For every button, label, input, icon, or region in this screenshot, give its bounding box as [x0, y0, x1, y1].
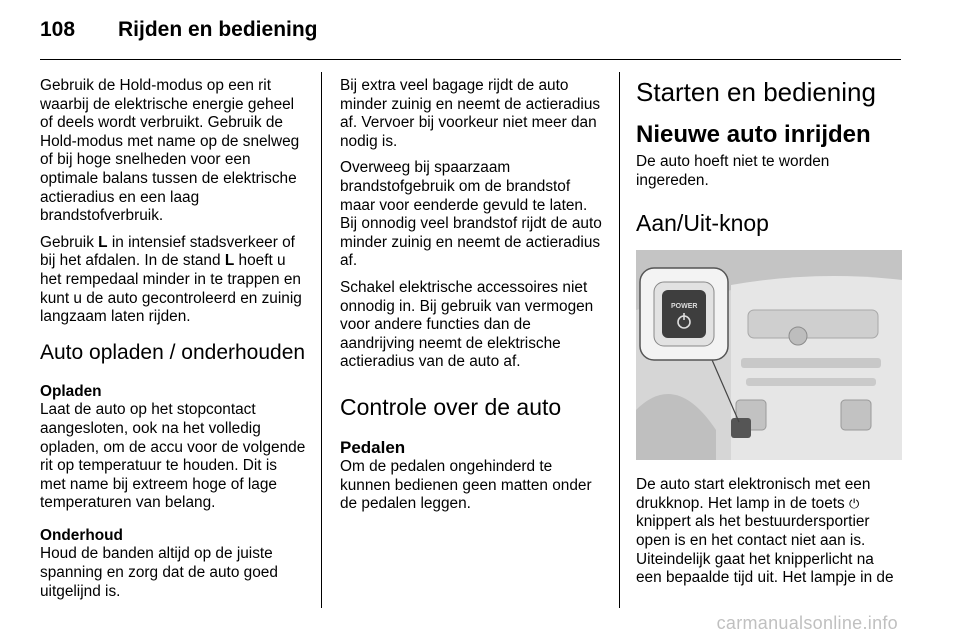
section-heading-charging: Auto opladen / onderhouden: [40, 340, 306, 364]
subheading-pedals: Pedalen: [340, 437, 406, 457]
subheading-charging: Opladen: [40, 382, 102, 400]
power-icon: ⏻: [849, 495, 860, 511]
dashboard-photo: [636, 250, 902, 460]
subheading-maintenance: Onderhoud: [40, 526, 123, 544]
paragraph-fuel: Overweeg bij spaarzaam brandstofgebruik om de brandstof maar voor eenderde gevuld te laten. Bij onnodig veel brandstof rijdt de auto minder zuinig en neemt de actieradius af.: [340, 159, 602, 270]
power-button-illustration: [636, 250, 902, 460]
paragraph-l-mode: Gebruik L in intensief stadsverkeer of bij het afdalen. In de stand L hoeft u het rempedaal minder in te trappen en kunt u de auto gecontroleerd en zuinig langzaam laten rijden.: [40, 233, 302, 326]
watermark: carmanualsonline.info: [716, 613, 898, 633]
paragraph-charging: Laat de auto op het stopcontact aangesloten, ook na het volledig opladen, om de accu voor de volgende rit op temperatuur te houden. Dit is met name bij extreem hoge of lage temperaturen van belang.: [40, 401, 306, 512]
page-heading: Rijden en bediening: [118, 18, 318, 41]
paragraph-breakin: De auto hoeft niet te worden ingereden.: [636, 153, 830, 189]
page-number: 108: [40, 18, 76, 41]
header-rule: [40, 59, 901, 60]
power-label: POWER: [671, 303, 698, 311]
paragraph-hold-mode: Gebruik de Hold-modus op een rit waarbij de elektrische energie geheel of deels wordt verbruikt. Gebruik de Hold-modus met name op de snelweg of bij hoge snelheden voor een optimale balans tussen de elektrische actieradius en een laag brandstofverbruik.: [40, 77, 300, 225]
chapter-title: Starten en bediening: [636, 77, 876, 107]
column-3: [636, 77, 902, 596]
paragraph-maintenance: Houd de banden altijd op de juiste spanning en zorg dat de auto goed uitgelijnd is.: [40, 545, 278, 600]
column-divider-left: [321, 72, 322, 608]
section-heading-power-button: Aan/Uit-knop: [636, 210, 769, 237]
section-heading-breakin: Nieuwe auto inrijden: [636, 121, 871, 148]
paragraph-accessories: Schakel elektrische accessoires niet onnodig in. Bij gebruik van vermogen voor andere functies dan de aandrijving neemt de elektrische actieradius van de auto af.: [340, 278, 594, 371]
column-divider-right: [619, 72, 620, 608]
column-1: [40, 77, 306, 609]
section-heading-control: Controle over de auto: [340, 393, 562, 420]
column-2: [340, 77, 606, 522]
paragraph-power-button: De auto start elektronisch met een drukknop. Het lamp in de toets ⏻ knippert als het bestuurdersportier open is en het contact niet aan is. Uiteindelijk gaat het knipperlicht na een bepaalde tijd uit. Het lampje in de: [636, 476, 894, 587]
paragraph-luggage: Bij extra veel bagage rijdt de auto minder zuinig en neemt de actieradius af. Vervoer bij voorkeur niet meer dan nodig is.: [340, 77, 601, 150]
paragraph-pedals: Om de pedalen ongehinderd te kunnen bedienen geen matten onder de pedalen leggen.: [340, 457, 592, 513]
